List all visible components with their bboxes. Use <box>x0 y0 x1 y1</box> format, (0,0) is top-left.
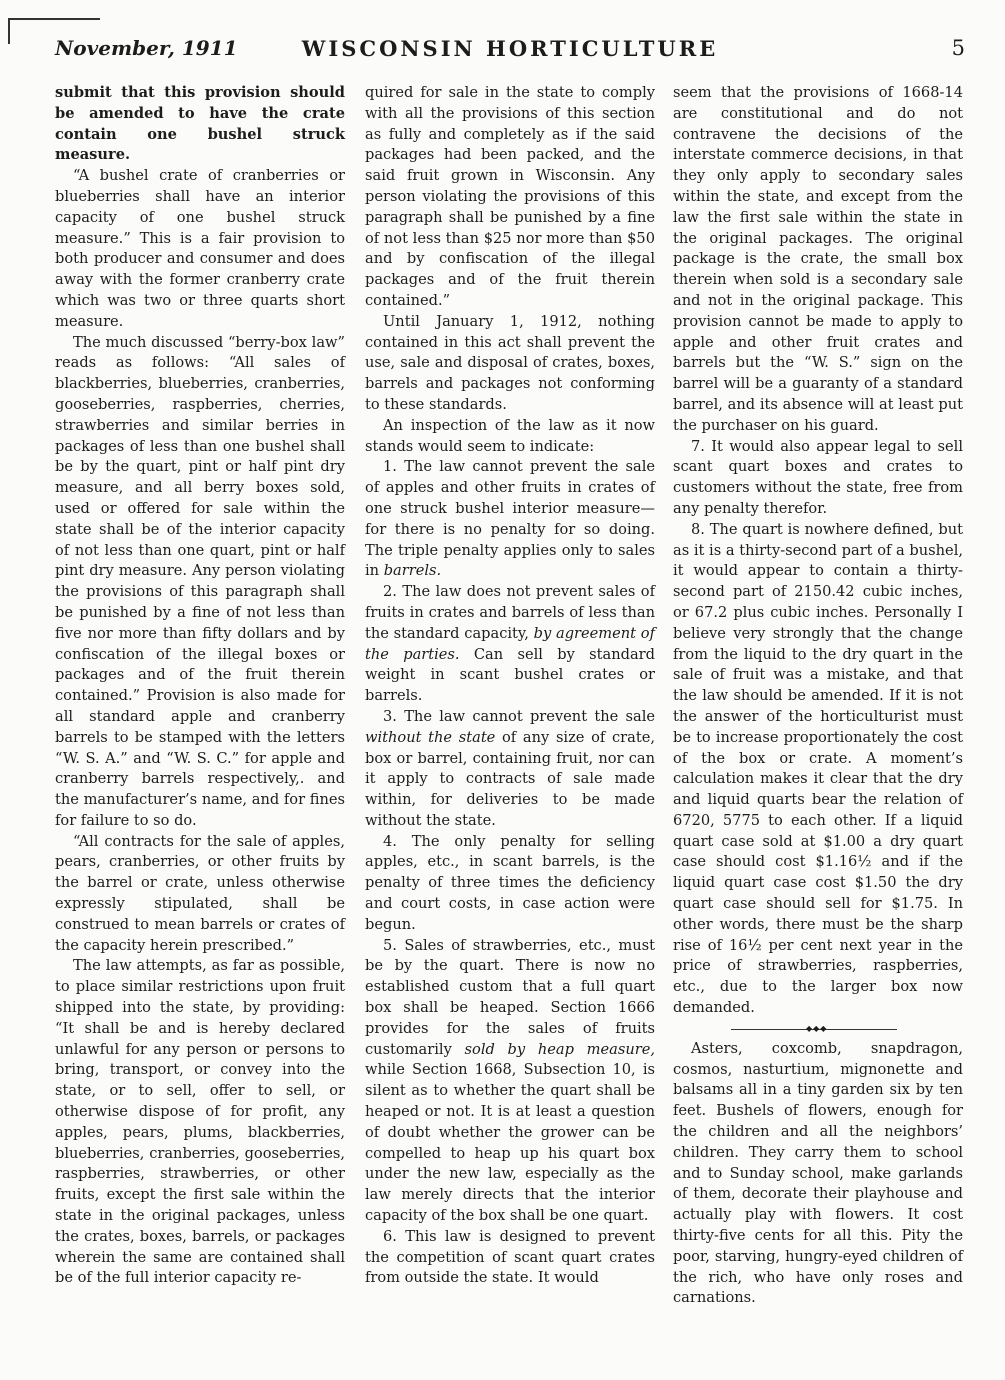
section-divider <box>673 1023 963 1037</box>
text-run: 1. The law cannot prevent the sale of apples and other fruits in crates of one struck bushel interior measure—for there is no penalty for so doing. The triple penalty applies only to sales in <box>365 458 655 580</box>
page-header <box>55 36 965 70</box>
emphasis: without the state <box>365 728 496 746</box>
paragraph: The much discussed “berry-box law” reads as follows: “All sales of blackberries, blueberries, cranberries, gooseberries, raspberries, cherries, strawberries and similar berries in packages of less than one bushel shall be by the quart, pint or half pint dry measure, and all berry boxes sold, used or offered for sale within the state shall be of the interior capacity of not less than one quart, pint or half pint dry measure. Any person violating the provisions of this paragraph shall be punished by a fine of not less than five nor more than fifty dollars and by confiscation of the illegal boxes or packages and of the fruit therein contained.” Provision is also made for all standard apple and cranberry barrels to be stamped with the letters “W. S. A.” and “W. S. C.” for apple and cranberry barrels respectively,. and the manufacturer’s name, and for fines for failure to so do. <box>55 333 345 829</box>
paragraph: quired for sale in the state to comply with all the provisions of this section as fully and completely as if the said packages had been packed, and the said fruit grown in Wisconsin. Any person violating the provisions of this paragraph shall be punished by a fine of not less than $25 nor more than $50 and by confiscation of the illegal packages and of the fruit therein contained.” <box>365 84 655 309</box>
emphasis: sold by heap measure, <box>464 1040 655 1058</box>
column-3 <box>673 83 963 1309</box>
text-run: 2. The law does not prevent sales of fruits in crates and barrels of less than the standard capacity, <box>365 583 655 642</box>
text-run: of any size of crate, box or barrel, containing fruit, nor can it apply to contracts of sale made within, for deliveries to be made without the state. <box>365 728 655 829</box>
paragraph: “A bushel crate of cranberries or blueberries shall have an interior capacity of one bushel struck measure.” This is a fair provision to both producer and consumer and does away with the former cranberry crate which was two or three quarts short measure. <box>55 167 345 330</box>
page-number: 5 <box>951 36 965 60</box>
journal-title: WISCONSIN HORTICULTURE <box>301 36 719 61</box>
issue-date: November, 1911 <box>55 36 238 60</box>
list-item <box>365 707 655 832</box>
column-1 <box>55 83 345 1289</box>
list-item: 6. This law is designed to prevent the competition of scant quart crates from outside the state. It would <box>365 1227 655 1287</box>
diamond-ornament-icon: ◆◆◆ <box>806 1023 828 1033</box>
paragraph: seem that the provisions of 1668-14 are constitutional and do not contravene the decisions of the interstate commerce decisions, in that they only apply to secondary sales within the state, and except from the law the first sale within the state in the original packages. The original package is the crate, the small box therein when sold is a secondary sale and not in the original package. This provision cannot be made to apply to apple and other fruit crates and barrels but the “W. S.” sign on the barrel will be a guaranty of a standard barrel, and its absence will at least put the purchaser on his guard. <box>673 84 963 434</box>
paragraph: Asters, coxcomb, snapdragon, cosmos, nasturtium, mignonette and balsams all in a tiny garden six by ten feet. Bushels of flowers, enough for the children and all the neighbors’ children. They carry them to school and to Sunday school, make garlands of them, decorate their playhouse and actually play with flowers. It cost thirty-five cents for all this. Pity the poor, starving, hungry-eyed children of the rich, who have only roses and carnations. <box>673 1039 963 1307</box>
list-item: 8. The quart is nowhere defined, but as it is a thirty-second part of a bushel, it would appear to contain a thirty-second part of 2150.42 cubic inches, or 67.2 plus cubic inches. Personally I believe very strongly that the change from the liquid to the dry quart in the sale of fruit was a mistake, and that the law should be amended. If it is not the answer of the horticulturist must be to increase proportionately the cost of the box or crate. A moment’s calculation makes it clear that the dry and liquid quarts bear the relation of 6720, 5775 to each other. If a liquid quart case sold at $1.00 a dry quart case should cost $1.16½ and if the liquid quart case cost $1.50 the dry quart case should sell for $1.75. In other words, there must be the sharp rise of 16½ per cent next year in the price of strawberries, raspberries, etc., due to the larger box now demanded. <box>673 520 963 1017</box>
list-item <box>365 582 655 707</box>
paragraph: submit that this provision should be amended to have the crate contain one bushel struck measure. <box>55 84 345 164</box>
paragraph: The law attempts, as far as possible, to place similar restrictions upon fruit shipped into the state, by providing: “It shall be and is hereby declared unlawful for any person or persons to bring, transport, or convey into the state, or to sell, offer to sell, or otherwise dispose of for profit, any apples, pears, plums, blackberries, blueberries, cranberries, gooseberries, raspberries, strawberries, or other fruits, except the first sale within the state in the original packages, unless the crates, boxes, barrels, or packages wherein the same are contained shall be of the full interior capacity re- <box>55 957 345 1287</box>
list-item: 4. The only penalty for selling apples, etc., in scant barrels, is the penalty of three times the deficiency and court costs, in case action were begun. <box>365 832 655 933</box>
text-run: Can sell by standard weight in scant bushel crates or barrels. <box>365 645 655 705</box>
emphasis: by agreement of the parties. <box>365 624 655 663</box>
paragraph: An inspection of the law as it now stands would seem to indicate: <box>365 416 655 455</box>
paragraph: Until January 1, 1912, nothing contained in this act shall prevent the use, sale and disposal of crates, boxes, barrels and packages not conforming to these standards. <box>365 312 655 413</box>
emphasis: barrels. <box>383 562 442 580</box>
column-2 <box>365 83 655 1289</box>
text-run: 5. Sales of strawberries, etc., must be by the quart. There is now no established custom that a full quart box shall be heaped. Section 1666 provides for the sales of fruits customarily <box>365 936 655 1058</box>
list-item <box>365 457 655 582</box>
paragraph: “All contracts for the sale of apples, pears, cranberries, or other fruits by the barrel or crate, unless otherwise expressly stipulated, shall be construed to mean barrels or crates of the capacity herein prescribed.” <box>55 832 345 954</box>
text-run: 3. The law cannot prevent the sale <box>383 707 655 725</box>
list-item <box>365 936 655 1227</box>
list-item: 7. It would also appear legal to sell scant quart boxes and crates to customers without the state, free from any penalty therefor. <box>673 437 963 517</box>
text-run: while Section 1668, Subsection 10, is silent as to whether the quart shall be heaped or not. It is at least a question of doubt whether the grower can be compelled to heap up his quart box under the new law, especially as the law merely directs that the interior capacity of the box shall be one quart. <box>365 1061 655 1225</box>
